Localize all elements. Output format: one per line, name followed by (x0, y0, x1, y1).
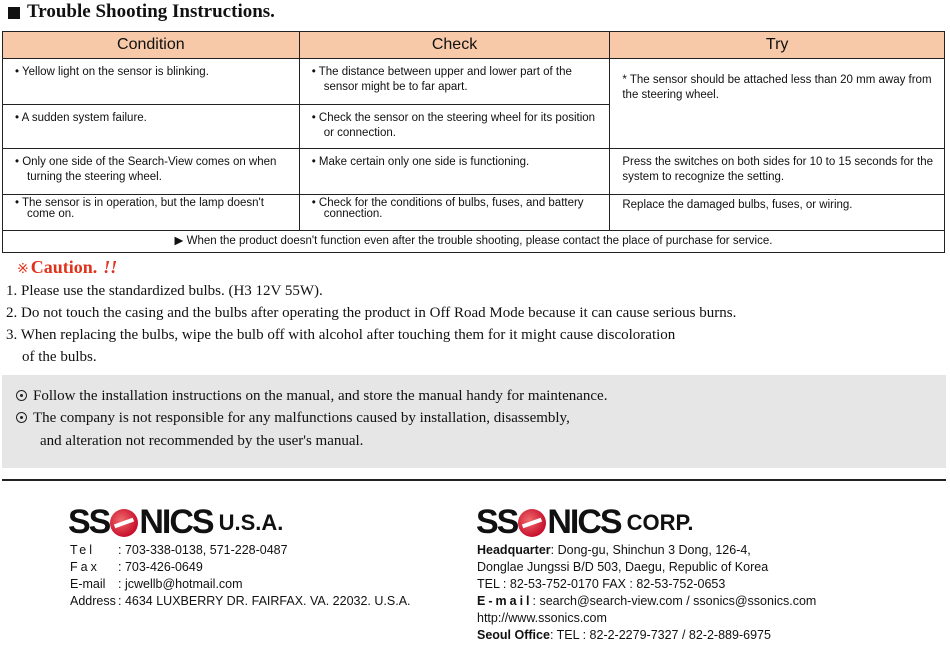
reference-mark-icon: ※ (17, 262, 29, 277)
korea-contact: Headquarter : Dong-gu, Shinchun 3 Dong, 126-4, Donglae Jungssi B/D 503, Daegu, Republic of Korea TEL : 82-53-752-0170 FAX : 82-53-752-0653 E-mail : search@search-view.com / ssonics@ssonics.com http://www.ssonics.com Seoul Office : TEL : 82-2-2279-7327 / 82-2-889-6975 (477, 543, 817, 642)
page-title (8, 0, 275, 24)
ssonics-usa-logo: SS NICS U.S.A. (68, 503, 284, 541)
target-bullet-icon (16, 390, 27, 401)
divider (2, 479, 946, 481)
condition-cell: • A sudden system failure. (3, 105, 300, 149)
info-box (2, 375, 946, 468)
try-cell: Press the switches on both sides for 10 to 15 seconds for the system to recognize the setting. (610, 149, 945, 195)
service-note: ▶ When the product doesn't function even after the trouble shooting, please contact the place of purchase for service. (3, 231, 945, 253)
caution-title: Caution. (30, 257, 98, 277)
table-row (3, 149, 945, 195)
usa-contact: Tel : 703-338-0138, 571-228-0487 Fax : 703-426-0649 E-mail : jcwellb@hotmail.com Address : 4634 LUXBERRY DR. FAIRFAX. VA. 22032. U.S.A. (70, 543, 411, 608)
caution-exclaim: !! (103, 257, 118, 277)
header-try: Try (610, 32, 945, 59)
try-cell: * The sensor should be attached less than 20 mm away from the steering wheel. (610, 59, 945, 149)
header-condition: Condition (3, 32, 300, 59)
check-cell: • The distance between upper and lower part of the sensor might be to far apart. (299, 59, 610, 105)
check-cell: • Check for the conditions of bulbs, fuses, and battery connection. (299, 195, 610, 231)
list-item: 1. Please use the standardized bulbs. (H3 12V 55W). (6, 283, 323, 299)
try-cell: Replace the damaged bulbs, fuses, or wiring. (610, 195, 945, 231)
table-row (3, 59, 945, 105)
list-item: 2. Do not touch the casing and the bulbs after operating the product in Off Road Mode because it can cause serious burns. (6, 305, 737, 321)
condition-cell: • Only one side of the Search-View comes on when turning the steering wheel. (3, 149, 300, 195)
ssonics-corp-logo: SS NICS CORP. (476, 503, 694, 541)
page-title-text: Trouble Shooting Instructions. (27, 1, 275, 22)
header-check: Check (299, 32, 610, 59)
check-cell: • Check the sensor on the steering wheel for its position or connection. (299, 105, 610, 149)
info-line: The company is not responsible for any malfunctions caused by installation, disassembly, (16, 407, 570, 429)
square-bullet-icon (8, 7, 20, 19)
caution-heading (17, 257, 117, 278)
table-row (3, 195, 945, 231)
info-line: and alteration not recommended by the user's manual. (40, 433, 364, 449)
caution-list (6, 280, 936, 368)
condition-cell: • Yellow light on the sensor is blinking. (3, 59, 300, 105)
table-note-row (3, 231, 945, 253)
list-item: 3. When replacing the bulbs, wipe the bulb off with alcohol after touching them for it might cause discoloration (6, 327, 676, 343)
table-header-row (3, 32, 945, 59)
condition-cell: • The sensor is in operation, but the lamp doesn't come on. (3, 195, 300, 231)
list-item: of the bulbs. (22, 349, 97, 365)
logo-o-icon (110, 509, 138, 537)
check-cell: • Make certain only one side is functioning. (299, 149, 610, 195)
target-bullet-icon (16, 412, 27, 423)
logo-o-icon (518, 509, 546, 537)
trouble-shooting-table (2, 31, 945, 253)
info-line: Follow the installation instructions on the manual, and store the manual handy for maintenance. (16, 385, 607, 407)
